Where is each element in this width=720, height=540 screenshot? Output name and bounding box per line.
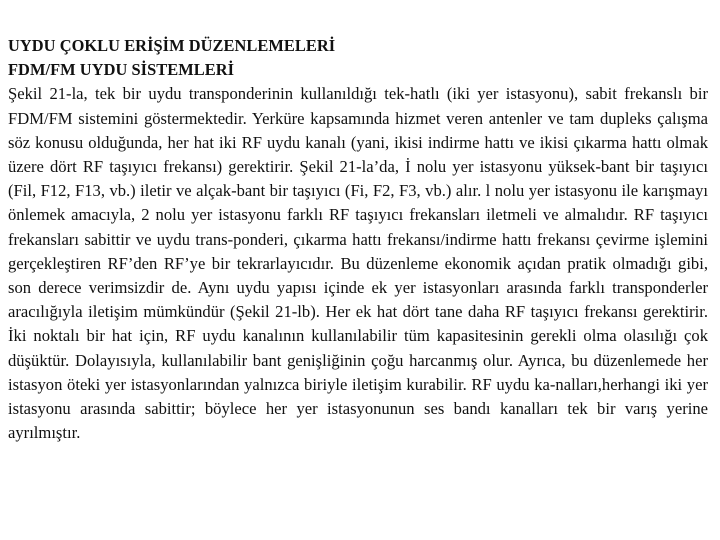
body-paragraph: Şekil 21-la, tek bir uydu transponderinin kullanıldığı tek-hatlı (iki yer istasyonu), sabit frekanslı bir FDM/FM sistemini göstermektedir. Yerküre kapsamında hizmet veren antenler ve tam dupleks çalışma söz konusu olduğunda, her hat iki RF uydu kanalı (yani, ikisi indirme hattı ve ikisi çıkarma hattı olmak üzere dört RF taşıyıcı frekansı) gerektirir. Şekil 21-la’da, İ nolu yer istasyonu yüksek-bant bir taşıyıcı (Fil, F12, F13, vb.) iletir ve alçak-bant bir taşıyıcı (Fi, F2, F3, vb.) alır. l nolu yer istasyonu ile karışmayı önlemek amacıyla, 2 nolu yer istasyonu farklı RF taşıyıcı frekansları iletmeli ve almalıdır. RF taşıyıcı frekansları sabittir ve uydu trans-ponderi, çıkarma hattı frekansı/indirme hattı frekansı çevirme işlemini gerçekleştiren RF’den RF’ye bir tekrarlayıcıdır. Bu düzenleme ekonomik açıdan pratik olmadığı gibi, son derece verimsizdir de. Aynı uydu yapısı içinde ek yer istasyonları arasında farklı transponderler aracılığıyla iletişim mümkündür (Şekil 21-lb). Her ek hat dört tane daha RF taşıyıcı frekansı gerektirir. İki noktalı bir hat için, RF uydu kanalının kullanılabilir tüm kapasitesinin gerekli olma olasılığı çok düşüktür. Dolayısıyla, kullanılabilir bant genişliğinin çoğu harcanmış olur. Ayrıca, bu düzenlemede her istasyon öteki yer istasyonlarından yalnızca biriyle iletişim kurabilir. RF uydu ka-nalları,herhangi iki yer istasyonu arasında sabittir; böylece her yer istasyonunun ses bandı kanalları tek bir varış yerine ayrılmıştır. [8, 84, 708, 443]
subsection-heading: FDM/FM UYDU SİSTEMLERİ [8, 60, 235, 80]
document-page [8, 34, 708, 445]
section-heading: UYDU ÇOKLU ERİŞİM DÜZENLEMELERİ [8, 36, 336, 55]
